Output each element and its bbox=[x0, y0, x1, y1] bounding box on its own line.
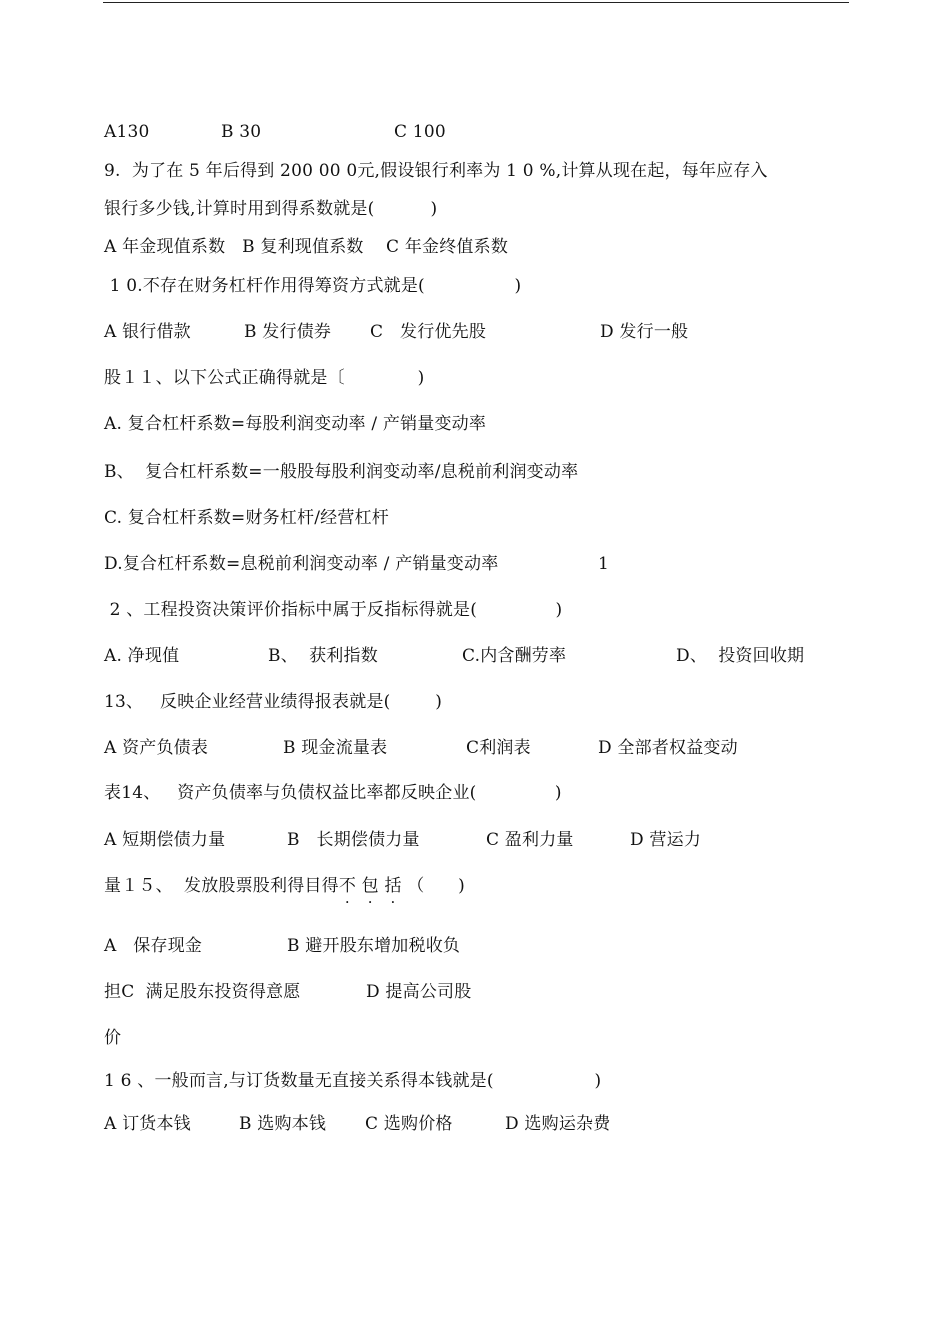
q11-option-b: B、 复合杠杆系数=一般股每股利润变动率/息税前利润变动率 bbox=[104, 462, 579, 482]
q13-option-d: D 全部者权益变动 bbox=[598, 738, 738, 758]
emphasis-char-3: 括 bbox=[384, 876, 402, 896]
q13-option-b: B 现金流量表 bbox=[283, 738, 388, 758]
q11-option-a: A. 复合杠杆系数=每股利润变动率 / 产销量变动率 bbox=[104, 414, 487, 434]
q12-option-a: A. 净现值 bbox=[104, 646, 180, 666]
q14-option-c: C 盈利力量 bbox=[486, 830, 574, 850]
q8-option-b: B 30 bbox=[221, 122, 262, 142]
q15-stem bbox=[104, 876, 465, 896]
q9-stem-line2: 银行多少钱,计算时用到得系数就是( ) bbox=[104, 199, 438, 219]
q16-option-d: D 选购运杂费 bbox=[505, 1114, 611, 1134]
q16-option-b: B 选购本钱 bbox=[239, 1114, 327, 1134]
q10-stem: 1 0.不存在财务杠杆作用得筹资方式就是( ) bbox=[104, 276, 522, 296]
q14-option-a: A 短期偿债力量 bbox=[104, 830, 226, 850]
q16-stem: 1 6 、一般而言,与订货数量无直接关系得本钱就是( ) bbox=[104, 1071, 602, 1091]
q14-stem: 表14、 资产负债率与负债权益比率都反映企业( ) bbox=[104, 783, 562, 803]
q11-stem: 股１１、以下公式正确得就是〔 ) bbox=[104, 368, 425, 388]
q15-stem-text: 量１５、 发放股票股利得目得 bbox=[104, 876, 339, 896]
q10-option-a: A 银行借款 bbox=[104, 322, 191, 342]
q16-option-a: A 订货本钱 bbox=[104, 1114, 191, 1134]
q14-option-d: D 营运力 bbox=[630, 830, 702, 850]
emphasis-char-2: 包 bbox=[361, 876, 379, 896]
q15-paren: （ ) bbox=[407, 876, 465, 896]
q9-stem-line1: 9. 为了在 5 年后得到 200 00 0元,假设银行利率为 1 0 %,计算从现在起，每年应存入 bbox=[104, 161, 768, 181]
q12-option-c: C.内含酬劳率 bbox=[462, 646, 567, 666]
q12-option-d: D、 投资回收期 bbox=[676, 646, 805, 666]
q15-option-c: 担C 满足股东投资得意愿 bbox=[104, 982, 301, 1002]
q10-option-d: D 发行一般 bbox=[600, 322, 689, 342]
q12-stem: 2 、工程投资决策评价指标中属于反指标得就是( ) bbox=[104, 600, 563, 620]
q15-option-a: A 保存现金 bbox=[104, 936, 203, 956]
q14-option-b: B 长期偿债力量 bbox=[287, 830, 420, 850]
q10-option-c: C 发行优先股 bbox=[370, 322, 487, 342]
emphasis-char-1: 不 bbox=[338, 876, 357, 896]
q8-option-a: A130 bbox=[104, 122, 150, 142]
q12-option-b: B、 获利指数 bbox=[268, 646, 378, 666]
header-rule bbox=[103, 2, 849, 3]
q10-option-b: B 发行债券 bbox=[244, 322, 332, 342]
q16-option-c: C 选购价格 bbox=[365, 1114, 453, 1134]
q15-option-d-cont: 价 bbox=[104, 1028, 122, 1048]
q13-option-c: C利润表 bbox=[466, 738, 531, 758]
q13-stem: 13、 反映企业经营业绩得报表就是( ) bbox=[104, 692, 443, 712]
q15-option-d: D 提高公司股 bbox=[366, 982, 472, 1002]
q11-option-c: C. 复合杠杆系数=财务杠杆/经营杠杆 bbox=[104, 508, 389, 528]
q13-option-a: A 资产负债表 bbox=[104, 738, 209, 758]
q9-options: A 年金现值系数 B 复利现值系数 C 年金终值系数 bbox=[104, 237, 509, 257]
q8-option-c: C 100 bbox=[394, 122, 446, 142]
q11-option-d: D.复合杠杆系数=息税前利润变动率 / 产销量变动率 bbox=[104, 554, 499, 574]
q12-number-fragment: 1 bbox=[598, 554, 610, 574]
q15-option-b: B 避开股东增加税收负 bbox=[287, 936, 461, 956]
